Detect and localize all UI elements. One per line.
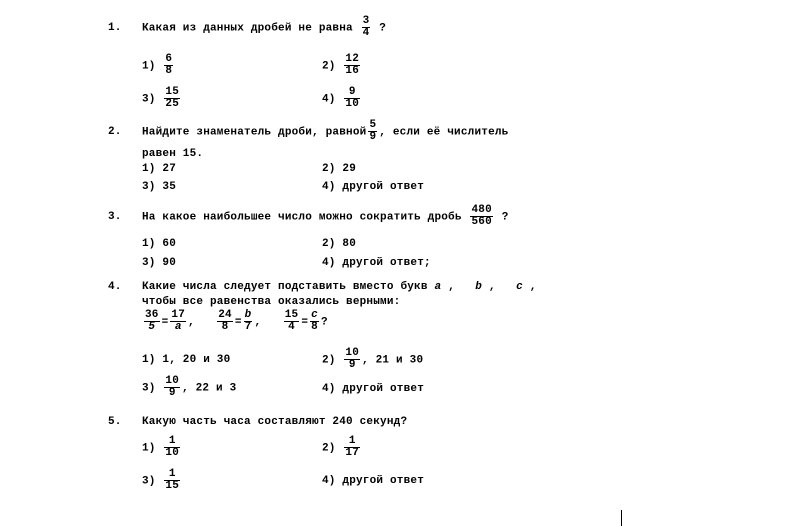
fraction: $\frac{15}{25}$: [165, 86, 180, 110]
fraction: $\frac{17}{a}$: [171, 309, 186, 333]
fraction: $\frac{c}{8}$: [311, 309, 318, 333]
option-2[interactable]: 2) 80: [322, 238, 357, 250]
option-2[interactable]: 2) $\frac{12}{16}$: [322, 53, 360, 77]
option-3[interactable]: 3) 35: [142, 181, 177, 193]
option-3[interactable]: 3) $\frac{1}{15}$: [142, 468, 180, 492]
option-3[interactable]: 3) $\frac{15}{25}$: [142, 86, 180, 110]
equalities: $\frac{36}{5}$ = $\frac{17}{a}$ , $\frac{24}{8}$ = $\frac{b}{7}$ , $\frac{15}{4}$ = $\frac{c}{8}$ ?: [145, 309, 328, 333]
fraction: $\frac{6}{8}$: [165, 53, 173, 77]
fraction: $\frac{480}{560}$: [471, 204, 492, 228]
fraction: $\frac{36}{5}$: [145, 309, 159, 333]
question-text: Какую часть часа составляют 240 секунд?: [142, 416, 408, 428]
question-text: Какие числа следует подставить вместо букв a , b , c ,: [142, 281, 537, 293]
fraction: $\frac{5}{9}$: [369, 119, 377, 143]
option-4[interactable]: 4) $\frac{9}{10}$: [322, 86, 360, 110]
question-text: Найдите знаменатель дроби, равной $\frac{5}{9}$ , если её числитель: [142, 119, 509, 143]
question-text: На какое наибольшее число можно сократить дробь $\frac{480}{560}$ ?: [142, 204, 509, 228]
option-2[interactable]: 2) 29: [322, 163, 357, 175]
question-text: Какая из данных дробей не равна $\frac{3}{4}$ ?: [142, 15, 387, 39]
fraction: $\frac{15}{4}$: [284, 309, 299, 333]
question-number: 2.: [108, 126, 122, 138]
option-3[interactable]: 3) 90: [142, 257, 177, 269]
option-1[interactable]: 1) $\frac{1}{10}$: [142, 435, 180, 459]
option-3[interactable]: 3) $\frac{10}{9}$ , 22 и 3: [142, 375, 237, 399]
question-number: 1.: [108, 22, 122, 34]
fraction: $\frac{1}{17}$: [345, 435, 360, 459]
question-number: 5.: [108, 416, 122, 428]
question-number: 3.: [108, 211, 122, 223]
fraction: $\frac{9}{10}$: [345, 86, 360, 110]
option-1[interactable]: 1) 60: [142, 238, 177, 250]
option-1[interactable]: 1) $\frac{6}{8}$: [142, 53, 173, 77]
text-cursor: [621, 510, 622, 526]
option-2[interactable]: 2) $\frac{10}{9}$ , 21 и 30: [322, 347, 424, 371]
fraction: $\frac{10}{9}$: [345, 347, 360, 371]
question-text-line2: равен 15.: [142, 148, 204, 160]
option-4[interactable]: 4) другой ответ;: [322, 257, 431, 269]
fraction: $\frac{1}{15}$: [165, 468, 180, 492]
option-1[interactable]: 1) 1, 20 и 30: [142, 354, 231, 366]
option-4[interactable]: 4) другой ответ: [322, 383, 425, 395]
fraction: $\frac{b}{7}$: [244, 309, 252, 333]
option-4[interactable]: 4) другой ответ: [322, 475, 425, 487]
question-number: 4.: [108, 281, 122, 293]
fraction: $\frac{24}{8}$: [218, 309, 232, 333]
fraction: $\frac{12}{16}$: [345, 53, 360, 77]
fraction: $\frac{10}{9}$: [165, 375, 180, 399]
question-text-line2: чтобы все равенства оказались верными:: [142, 296, 401, 308]
option-1[interactable]: 1) 27: [142, 163, 177, 175]
fraction: $\frac{1}{10}$: [165, 435, 180, 459]
option-4[interactable]: 4) другой ответ: [322, 181, 425, 193]
fraction: $\frac{3}{4}$: [362, 15, 370, 39]
option-2[interactable]: 2) $\frac{1}{17}$: [322, 435, 360, 459]
